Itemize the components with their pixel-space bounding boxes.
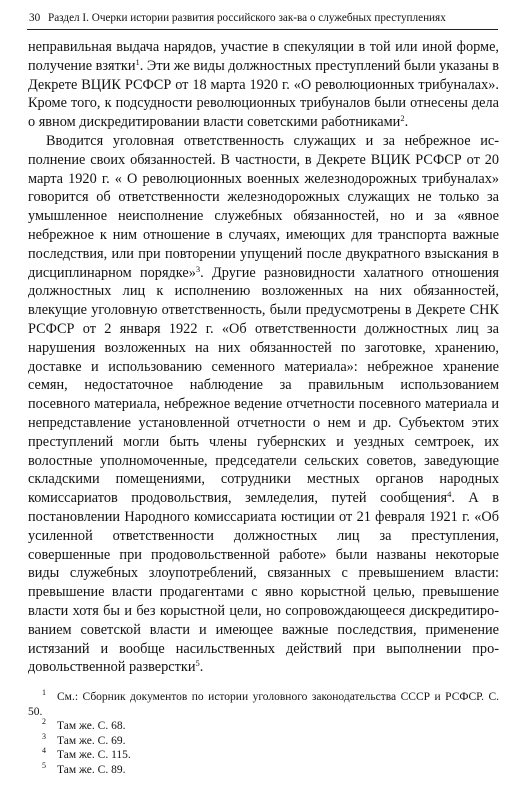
footnote-ref: 1 xyxy=(135,56,140,67)
footnote-text: Там же. С. 69. xyxy=(57,734,126,747)
main-text xyxy=(28,38,499,677)
footnote-mark: 5 xyxy=(42,760,46,770)
footnote-ref: 5 xyxy=(195,658,200,669)
text-run: . xyxy=(199,659,204,676)
footnote-text: Там же. С. 68. xyxy=(57,720,126,732)
footnote xyxy=(28,748,499,763)
footnote-text: Там же. С. 89. xyxy=(57,763,126,776)
header-divider xyxy=(27,29,498,30)
paragraph xyxy=(28,38,499,132)
text-run: Вводится уголовная ответственность служащих и за небрежное исполнение своих обязанностей. В частности, в Декрете ВЦИК РСФСР от 20 марта 1920 г. « О революционных военных железнодорожных трибуналах» говорится об ответственности железнодорожных служащих не только за умышленное неисполнение служебных обязанностей, но и за «явное небрежное к ним отношение в случаях, имеющих для транспорта важные последствия, или при повторении упущений после двукратного взыскания в дисциплинарном порядке» xyxy=(28,132,499,281)
text-run: . А в постановлении Народного комиссариата юстиции от 21 февраля 1921 г. «Об усиленной ответственности должностных лиц за преступления, совершенные при продовольственной работе» были названы некоторые виды служебных злоупотреблений, связанных с превышением власти: превышение власти продагентами с явно корыстной целью, превышение власти хотя бы и без корыстной цели, но сопровождающееся дискредитированием советской власти и имеющее важные последствия, применение истязаний и вообще насильственных действий при выполнении продовольственной разверстки xyxy=(28,490,499,676)
footnote-mark: 4 xyxy=(42,746,46,755)
footnote xyxy=(28,719,499,734)
footnote-mark: 3 xyxy=(42,731,46,741)
text-run: . Эти же виды должностных преступлений были указаны в Декрете ВЦИК РСФСР от 18 марта 1920 г. «О революционных трибуналах». Кроме того, к подсудности революционных трибуналов были отнесены дела о явном дискредитировании власти советскими работниками xyxy=(28,57,499,131)
running-head xyxy=(29,11,499,25)
footnote-text: Там же. С. 115. xyxy=(57,749,131,761)
text-run: . xyxy=(404,114,409,131)
text-run: неправильная выдача нарядов, участие в спекуляции в той или иной форме, получение взятки xyxy=(28,39,499,74)
footnote-ref: 3 xyxy=(195,263,201,274)
footnote-ref: 2 xyxy=(400,113,405,124)
footnote xyxy=(28,690,499,719)
footnote xyxy=(28,731,499,749)
footnote-mark: 1 xyxy=(42,688,46,697)
page-number: 30 xyxy=(29,12,41,24)
paragraph xyxy=(28,132,499,677)
footnote-text: См.: Сборник документов по истории уголовного законодательства СССР и РСФСР. С. 50. xyxy=(28,691,499,718)
footnote-mark: 2 xyxy=(42,717,46,726)
footnotes xyxy=(28,690,499,777)
footnote xyxy=(28,760,499,778)
footnote-ref: 4 xyxy=(447,489,452,500)
text-run: . Другие разновидности халатного отношения должностных лиц к исполнению возложенных на них обязанностей, влекущие уголовную ответственность, были предусмотрены в Декрете СНК РСФСР от 2 января 1922 г. «Об ответственности должностных лиц за нарушения возложенных на них обязанностей по заготовке, хранению, доставке и использованию семенного материала»: небрежное хранение семян, недостаточное наблюдение за правильным использованием посевного материала, небрежное ведение отчетности посевного материала и непредставление установленной отчетности о нем и др. Субъектом этих преступлений могли быть члены губернских и уездных семтроек, их волостные уполномоченные, председатели сельских советов, заведующие складскими помещениями, сотрудники местных органов народных комиссариатов продовольствия, земледелия, путей сообщения xyxy=(28,264,499,507)
running-title: Раздел I. Очерки истории развития российского зак-ва о служебных преступлениях xyxy=(47,12,446,24)
